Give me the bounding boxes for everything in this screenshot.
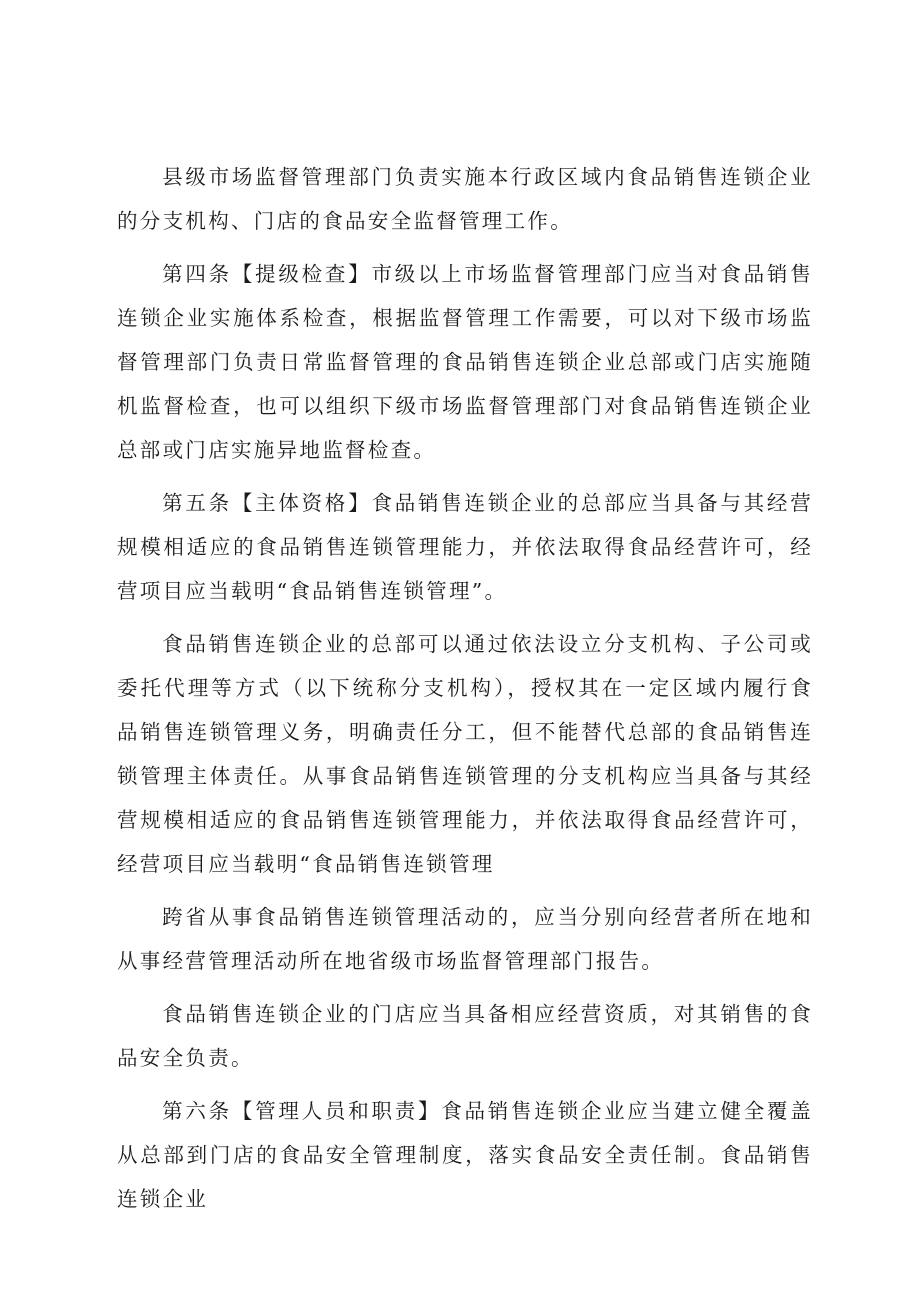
paragraph-article-4: 第四条【提级检查】市级以上市场监督管理部门应当对食品销售连锁企业实施体系检查，根据监督管理工作需要，可以对下级市场监督管理部门负责日常监督管理的食品销售连锁企业总部或门店实施随机监督检查，也可以组织下级市场监督管理部门对食品销售连锁企业总部或门店实施异地监督检查。: [117, 262, 813, 462]
paragraph-article-5: 第五条【主体资格】食品销售连锁企业的总部应当具备与其经营规模相适应的食品销售连锁管理能力，并依法取得食品经营许可，经营项目应当载明“食品销售连锁管理”。: [117, 491, 813, 603]
paragraph-store-responsibility: 食品销售连锁企业的门店应当具备相应经营资质，对其销售的食品安全负责。: [117, 1002, 813, 1070]
document-body: [117, 155, 813, 1230]
paragraph-county-supervision: 县级市场监督管理部门负责实施本行政区域内食品销售连锁企业的分支机构、门店的食品安全监督管理工作。: [117, 165, 813, 233]
paragraph-article-6: 第六条【管理人员和职责】食品销售连锁企业应当建立健全覆盖从总部到门店的食品安全管理制度，落实食品安全责任制。食品销售连锁企业: [117, 1099, 813, 1211]
paragraph-branch-authorization: 食品销售连锁企业的总部可以通过依法设立分支机构、子公司或委托代理等方式（以下统称分支机构），授权其在一定区域内履行食品销售连锁管理义务，明确责任分工，但不能替代总部的食品销售连锁管理主体责任。从事食品销售连锁管理的分支机构应当具备与其经营规模相适应的食品销售连锁管理能力，并依法取得食品经营许可，经营项目应当载明“食品销售连锁管理: [117, 632, 813, 876]
paragraph-cross-province: 跨省从事食品销售连锁管理活动的，应当分别向经营者所在地和从事经营管理活动所在地省级市场监督管理部门报告。: [117, 905, 813, 973]
